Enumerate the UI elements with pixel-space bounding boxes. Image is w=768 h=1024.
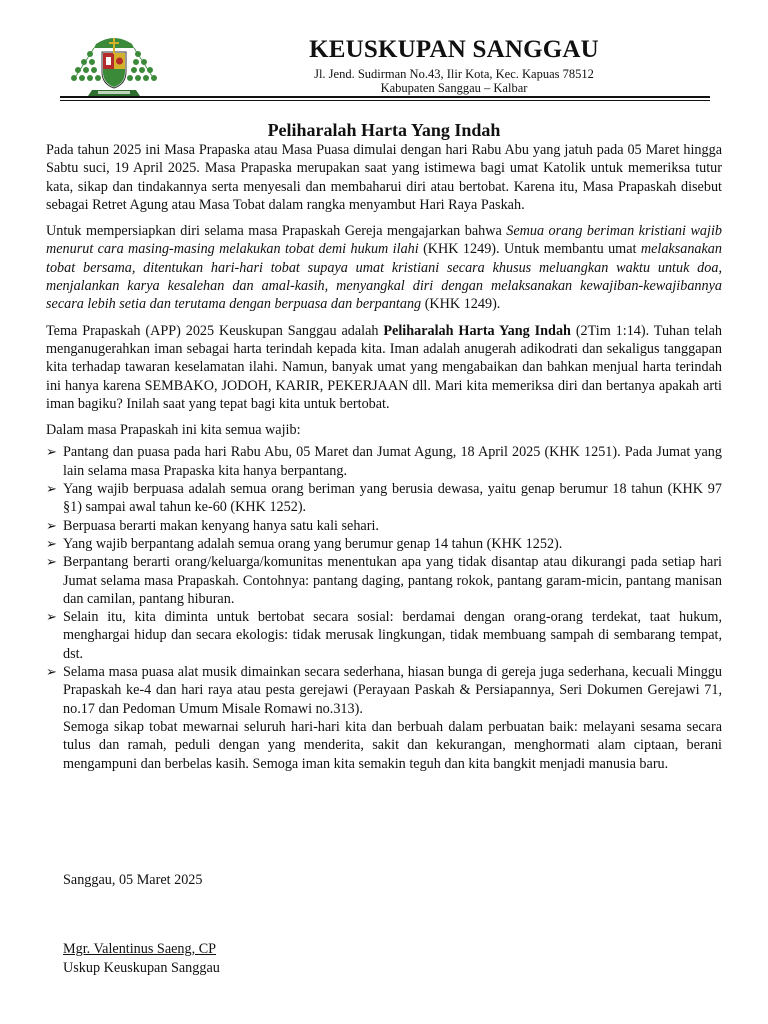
list-item (46, 480, 722, 517)
list-item-text: Selain itu, kita diminta untuk bertobat secara sosial: berdamai dengan orang-orang terdekat, taat hukum, menghargai hidup dan secara ekologis: tidak merusak lingkungan, tidak membuang sampah di sembarang tempat, dst. (63, 609, 722, 662)
header-rule-thin (60, 100, 710, 101)
list-item (46, 535, 722, 553)
text-run: (KHK 1249). Untuk membantu umat (418, 241, 641, 258)
diocese-name: KEUSKUPAN SANGGAU (309, 36, 599, 63)
list-item (46, 663, 722, 718)
list-item-text: Berpantang berarti orang/keluarga/komunitas menentukan apa yang tidak disantap atau dikurangi pada setiap hari Jumat selama masa Prapaskah. Contohnya: pantang daging, pantang rokok, pantang garam-micin, pantang manisan dan camilan, pantang hiburan. (63, 554, 722, 607)
signer-title: Uskup Keuskupan Sanggau (63, 960, 220, 976)
text-run: (2Tim 1:14). Tuhan telah menganugerahkan iman sebagai harta terindah kepada kita. Iman adalah anugerah adikodrati dan sekaligus tanggapan kita terhadap tawaran keselamatan ilahi. Namun, banyak umat yang mengabaikan dan bahkan menjual harta terindah ini hanya karena SEMBAKO, JODOH, KARIR, PEKERJAAN dll. Mari kita memeriksa diri dan bertanya apakah arti iman bagiku? Inilah saat yang tepat bagi kita untuk bertobat. (46, 322, 722, 412)
paragraph-theme (46, 322, 722, 413)
arrow-bullet-icon: ➢ (46, 609, 57, 625)
paragraph-intro: Pada tahun 2025 ini Masa Prapaska atau Masa Puasa dimulai dengan hari Rabu Abu yang jatuh pada 05 Maret hingga Sabtu suci, 19 April 2025. Masa Prapaska merupakan saat yang istimewa bagi umat Katolik untuk memeriksa tutur kata, sikap dan tindakannya serta menyesali dan membaharui diri atau bertobat. Karena itu, Masa Prapaskah disebut sebagai Retret Agung atau Masa Tobat dalam rangka menyambut Hari Raya Paskah. (46, 142, 722, 213)
list-item (46, 608, 722, 663)
list-item-text: Yang wajib berpuasa adalah semua orang beriman yang berusia dewasa, yaitu genap berumur 18 tahun (KHK 97 §1) sampai awal tahun ke-60 (KHK 1252). (63, 481, 722, 516)
paragraph-teaching (46, 222, 722, 313)
list-item-text: Pantang dan puasa pada hari Rabu Abu, 05 Maret dan Jumat Agung, 18 April 2025 (KHK 1251). Pada Jumat yang lain selama masa Prapaska kita hanya berpantang. (63, 444, 722, 479)
theme-title: Peliharalah Harta Yang Indah (383, 322, 571, 339)
arrow-bullet-icon: ➢ (46, 444, 57, 460)
quote-khk-2: melaksanakan tobat bersama, ditentukan hari-hari tobat supaya umat kristiani secara khusus meluangkan waktu untuk doa, menjalankan karya kesalehan dan amal-kasih, menyangkal diri dengan melaksanakan kewajiban-kewajibannya secara lebih setia dan terutama dengan berpuasa dan berpantang (46, 241, 722, 313)
arrow-bullet-icon: ➢ (46, 664, 57, 680)
quote-khk-1: Semua orang beriman kristiani wajib menurut cara masing-masing melakukan tobat demi hukum ilahi (46, 223, 722, 258)
signature-place-date: Sanggau, 05 Maret 2025 (63, 872, 203, 888)
arrow-bullet-icon: ➢ (46, 535, 57, 551)
arrow-bullet-icon: ➢ (46, 517, 57, 533)
list-item (46, 517, 722, 535)
coat-of-arms-icon (64, 30, 164, 100)
paragraph-closing: Semoga sikap tobat mewarnai seluruh hari-hari kita dan berbuah dalam perbuatan baik: melayani sesama secara tulus dan ramah, peduli dengan yang menderita, sakit dan kekurangan, menghormati alam ciptaan, berani mengampuni dan berbelas kasih. Semoga iman kita semakin teguh dan kita bangkit menjadi manusia baru. (63, 718, 722, 772)
letterhead (0, 0, 768, 110)
text-run: Tema Prapaskah (APP) 2025 Keuskupan Sanggau adalah (46, 322, 384, 339)
document-title: Peliharalah Harta Yang Indah (267, 120, 501, 140)
list-item-text: Selama masa puasa alat musik dimainkan secara sederhana, hiasan bunga di gereja juga sederhana, kecuali Minggu Prapaskah ke-4 dan hari raya atau pesta gerejawi (Perayaan Paskah & Persiapannya, Seri Dokumen Gerejawi 71, no.17 dan Pedoman Umum Misale Romawi no.313). (63, 664, 722, 717)
signer-name: Mgr. Valentinus Saeng, CP (63, 941, 217, 957)
arrow-bullet-icon: ➢ (46, 481, 57, 497)
obligations-list (46, 443, 722, 717)
address-line-1: Jl. Jend. Sudirman No.43, Ilir Kota, Kec. Kapuas 78512 (314, 67, 594, 81)
header-rule (60, 96, 710, 98)
list-item (46, 443, 722, 480)
arrow-bullet-icon: ➢ (46, 554, 57, 570)
list-item (46, 553, 722, 608)
letter-body (46, 141, 722, 781)
list-item-text: Berpuasa berarti makan kenyang hanya satu kali sehari. (63, 517, 379, 534)
list-item-text: Yang wajib berpantang adalah semua orang yang berumur genap 14 tahun (KHK 1252). (63, 535, 563, 552)
text-run: (KHK 1249). (421, 296, 501, 313)
paragraph-obligations-intro: Dalam masa Prapaskah ini kita semua wajib: (46, 422, 301, 439)
address-line-2: Kabupaten Sanggau – Kalbar (380, 81, 528, 95)
text-run: Untuk mempersiapkan diri selama masa Prapaskah Gereja mengajarkan bahwa (46, 223, 507, 240)
